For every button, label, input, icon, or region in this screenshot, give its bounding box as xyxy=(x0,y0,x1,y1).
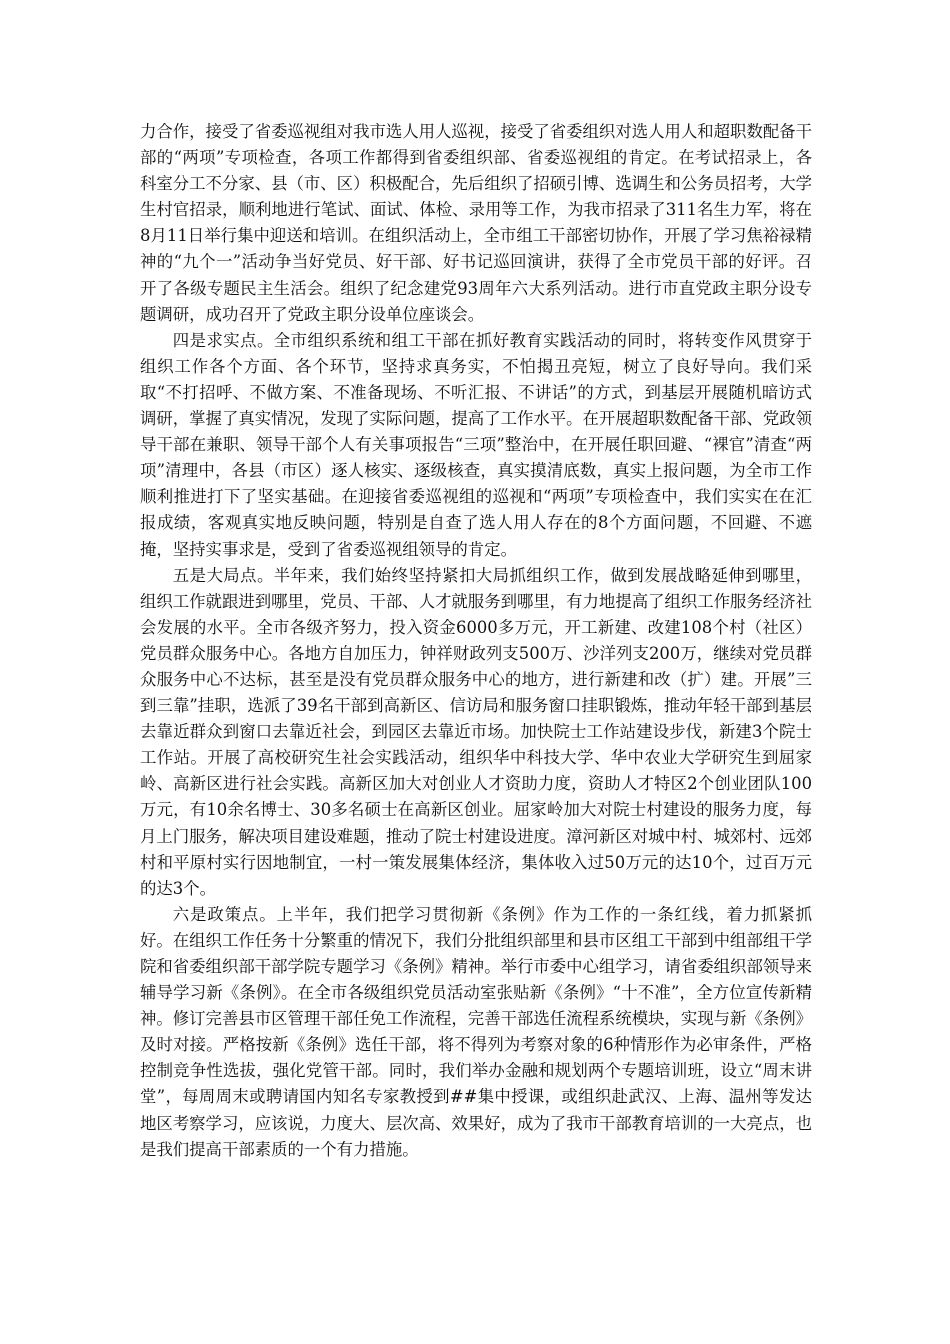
paragraph-six: 六是政策点。上半年，我们把学习贯彻新《条例》作为工作的一条红线，着力抓紧抓好。在组织工作任务十分繁重的情况下，我们分批组织部里和县市区组工干部到中组部组干学院和省委组织部干部学院专题学习《条例》精神。举行市委中心组学习，请省委组织部领导来辅导学习新《条例》。在全市各级组织党员活动室张贴新《条例》“十不准”，全方位宣传新精神。修订完善县市区管理干部任免工作流程，完善干部选任流程系统模块，实现与新《条例》及时对接。严格按新《条例》选任干部，将不得列为考察对象的6种情形作为必审条件，严格控制竞争性选拔，强化党管干部。同时，我们举办金融和规划两个专题培训班，设立“周末讲堂”，每周周末或聘请国内知名专家教授到##集中授课，或组织赴武汉、上海、温州等发达地区考察学习，应该说，力度大、层次高、效果好，成为了我市干部教育培训的一大亮点，也是我们提高干部素质的一个有力措施。 xyxy=(140,904,813,1159)
paragraph-continuation: 力合作，接受了省委巡视组对我市选人用人巡视，接受了省委组织对选人用人和超职数配备干部的“两项”专项检查，各项工作都得到省委组织部、省委巡视组的肯定。在考试招录上，各科室分工不分家、县（市、区）积极配合，先后组织了招硕引博、选调生和公务员招考，大学生村官招录，顺利地进行笔试、面试、体检、录用等工作，为我市招录了311名生力军，将在8月11日举行集中迎送和培训。在组织活动上，全市组工干部密切协作，开展了学习焦裕禄精神的“九个一”活动争当好党员、好干部、好书记巡回演讲，获得了全市党员干部的好评。召开了各级专题民主生活会。组织了纪念建党93周年六大系列活动。进行市直党政主职分设专题调研，成功召开了党政主职分设单位座谈会。 xyxy=(140,122,813,324)
paragraph-five: 五是大局点。半年来，我们始终坚持紧扣大局抓组织工作，做到发展战略延伸到哪里，组织工作就跟进到哪里，党员、干部、人才就服务到哪里，有力地提高了组织工作服务经济社会发展的水平。全市各级齐努力，投入资金6000多万元，开工新建、改建108个村（社区）党员群众服务中心。各地方自加压力，钟祥财政列支500万、沙洋列支200万，继续对党员群众服务中心不达标，甚至是没有党员群众服务中心的地方，进行新建和改（扩）建。开展”三到三靠”挂职，选派了39名干部到高新区、信访局和服务窗口挂职锻炼，推动年轻干部到基层去靠近群众到窗口去靠近社会，到园区去靠近市场。加快院士工作站建设步伐，新建3个院士工作站。开展了高校研究生社会实践活动，组织华中科技大学、华中农业大学研究生到屈家岭、高新区进行社会实践。高新区加大对创业人才资助力度，资助人才特区2个创业团队100万元，有10余名博士、30多名硕士在高新区创业。屈家岭加大对院士村建设的服务力度，每月上门服务，解决项目建设难题，推动了院士村建设进度。漳河新区对城中村、城郊村、远郊村和平原村实行因地制宜，一村一策发展集体经济，集体收入过50万元的达10个，过百万元的达3个。 xyxy=(140,565,813,898)
paragraph-four: 四是求实点。全市组织系统和组工干部在抓好教育实践活动的同时，将转变作风贯穿于组织工作各个方面、各个环节，坚持求真务实，不怕揭丑亮短，树立了良好导向。我们采取“不打招呼、不做方案、不准备现场、不听汇报、不讲话”的方式，到基层开展随机暗访式调研，掌握了真实情况，发现了实际问题，提高了工作水平。在开展超职数配备干部、党政领导干部在兼职、领导干部个人有关事项报告“三项”整治中，在开展任职回避、“裸官”清查“两项”清理中，各县（市区）逐人核实、逐级核查，真实摸清底数，真实上报问题，为全市工作顺利推进打下了坚实基础。在迎接省委巡视组的巡视和“两项”专项检查中，我们实实在在汇报成绩，客观真实地反映问题，特别是自查了选人用人存在的8个方面问题，不回避、不遮掩，坚持实事求是，受到了省委巡视组领导的肯定。 xyxy=(140,330,813,559)
document-body xyxy=(140,119,812,1163)
